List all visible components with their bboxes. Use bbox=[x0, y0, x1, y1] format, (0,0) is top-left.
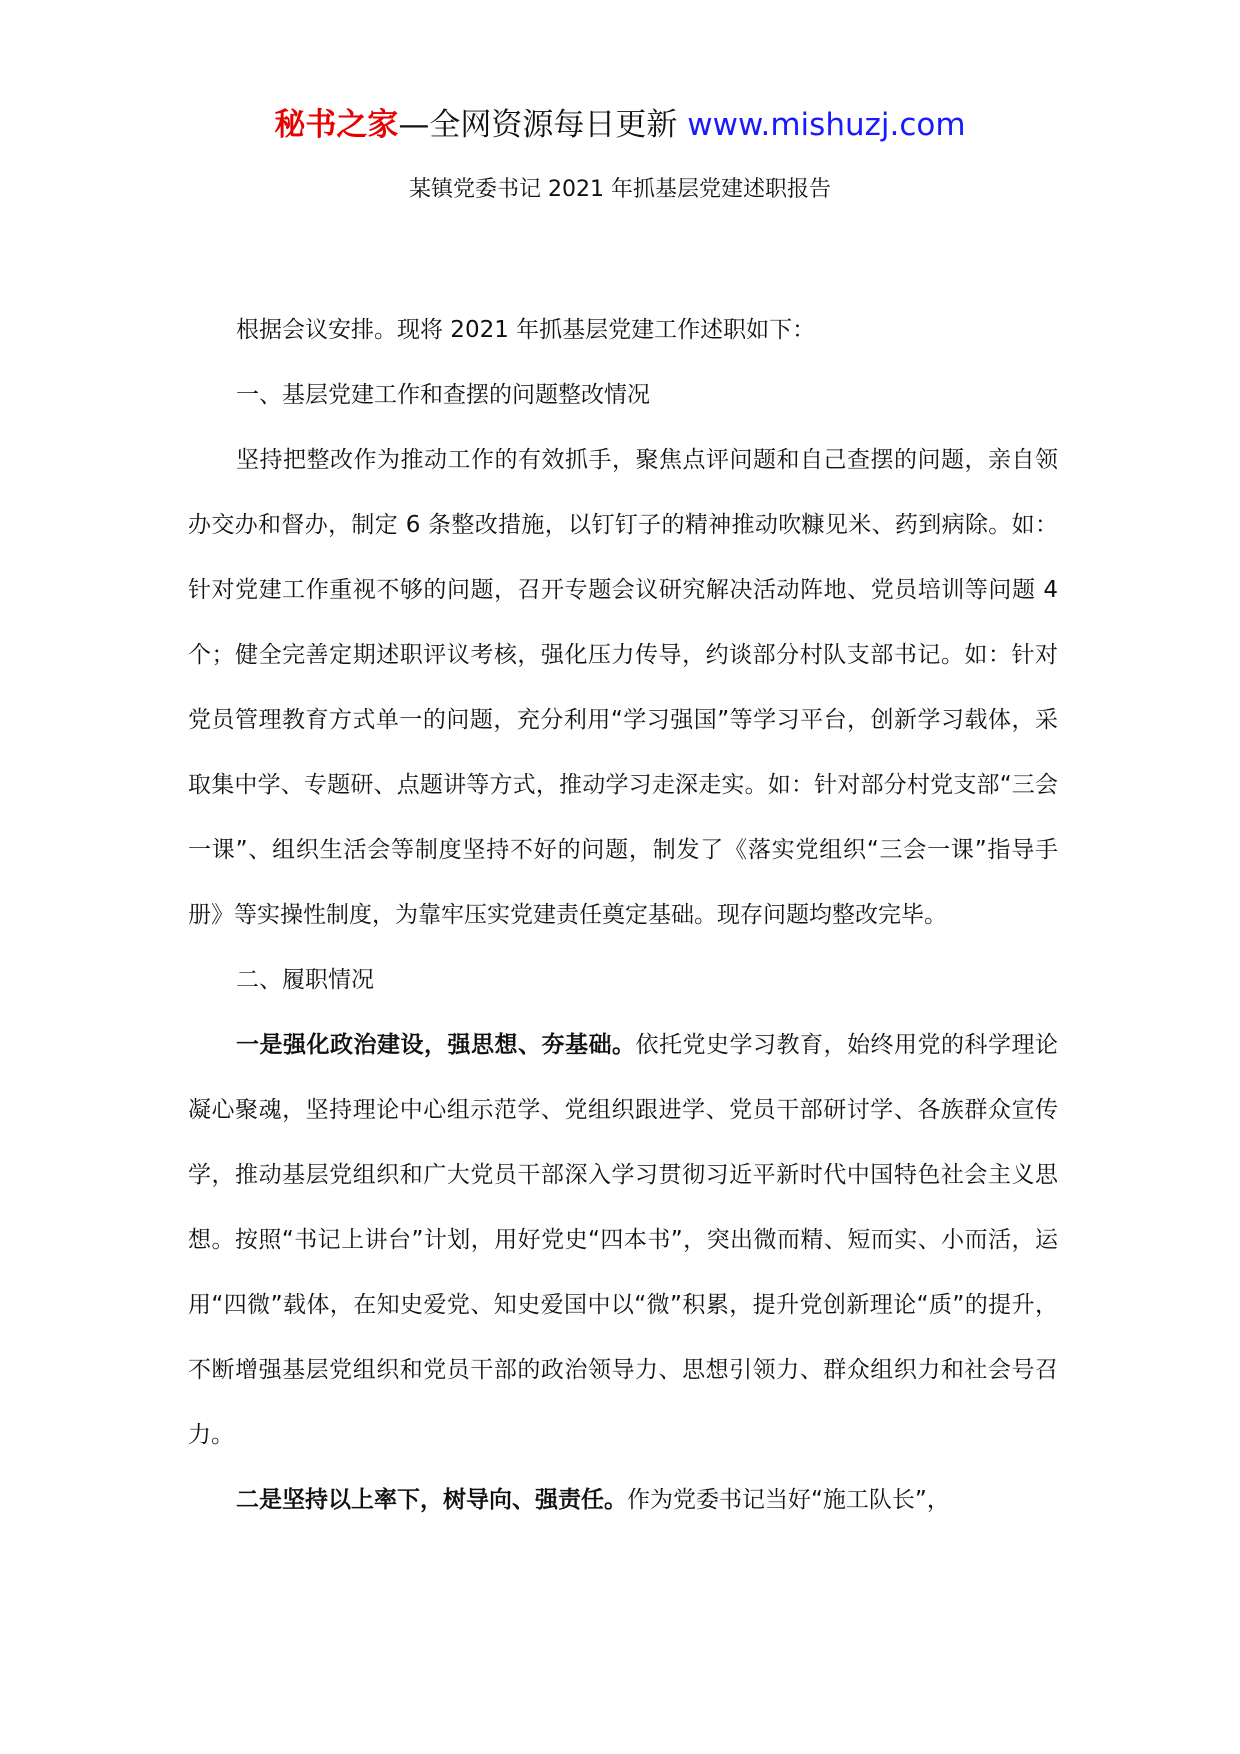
item-2-text: 作为党委书记当好“施工队长”， bbox=[627, 1487, 950, 1513]
site-tagline: —全网资源每日更新 bbox=[398, 107, 688, 143]
site-url-link[interactable]: www.mishuzj.com bbox=[687, 107, 966, 143]
item-1-paragraph bbox=[188, 1013, 1058, 1468]
item-1-text: 依托党史学习教育，始终用党的科学理论凝心聚魂，坚持理论中心组示范学、党组织跟进学、党员干部研讨学、各族群众宣传学，推动基层党组织和广大党员干部深入学习贯彻习近平新时代中国特色社会主义思想。按照“书记上讲台”计划，用好党史“四本书”，突出微而精、短而实、小而活，运用“四微”载体，在知史爱党、知史爱国中以“微”积累，提升党创新理论“质”的提升，不断增强基层党组织和党员干部的政治领导力、思想引领力、群众组织力和社会号召力。 bbox=[188, 1032, 1058, 1448]
section-heading-1: 一、基层党建工作和查摆的问题整改情况 bbox=[236, 382, 650, 408]
document-body bbox=[188, 298, 1058, 1533]
intro-paragraph: 根据会议安排。现将 2021 年抓基层党建工作述职如下： bbox=[236, 317, 816, 343]
section-1-paragraph: 坚持把整改作为推动工作的有效抓手，聚焦点评问题和自己查摆的问题，亲自领办交办和督办，制定 6 条整改措施，以钉钉子的精神推动吹糠见米、药到病除。如：针对党建工作重视不够的问题，召开专题会议研究解决活动阵地、党员培训等问题 4 个；健全完善定期述职评议考核，强化压力传导，约谈部分村队支部书记。如：针对党员管理教育方式单一的问题，充分利用“学习强国”等学习平台，创新学习载体，采取集中学、专题研、点题讲等方式，推动学习走深走实。如：针对部分村党支部“三会一课”、组织生活会等制度坚持不好的问题，制发了《落实党组织“三会一课”指导手册》等实操性制度，为靠牢压实党建责任奠定基础。现存问题均整改完毕。 bbox=[188, 447, 1058, 928]
item-1-lead: 一是强化政治建设，强思想、夯基础。 bbox=[236, 1032, 636, 1058]
site-banner bbox=[0, 100, 1240, 150]
document-title: 某镇党委书记 2021 年抓基层党建述职报告 bbox=[409, 177, 831, 202]
item-2-lead: 二是坚持以上率下，树导向、强责任。 bbox=[236, 1487, 627, 1513]
item-2-paragraph bbox=[188, 1468, 1058, 1533]
section-heading-2: 二、履职情况 bbox=[236, 967, 374, 993]
site-name: 秘书之家 bbox=[274, 107, 399, 143]
